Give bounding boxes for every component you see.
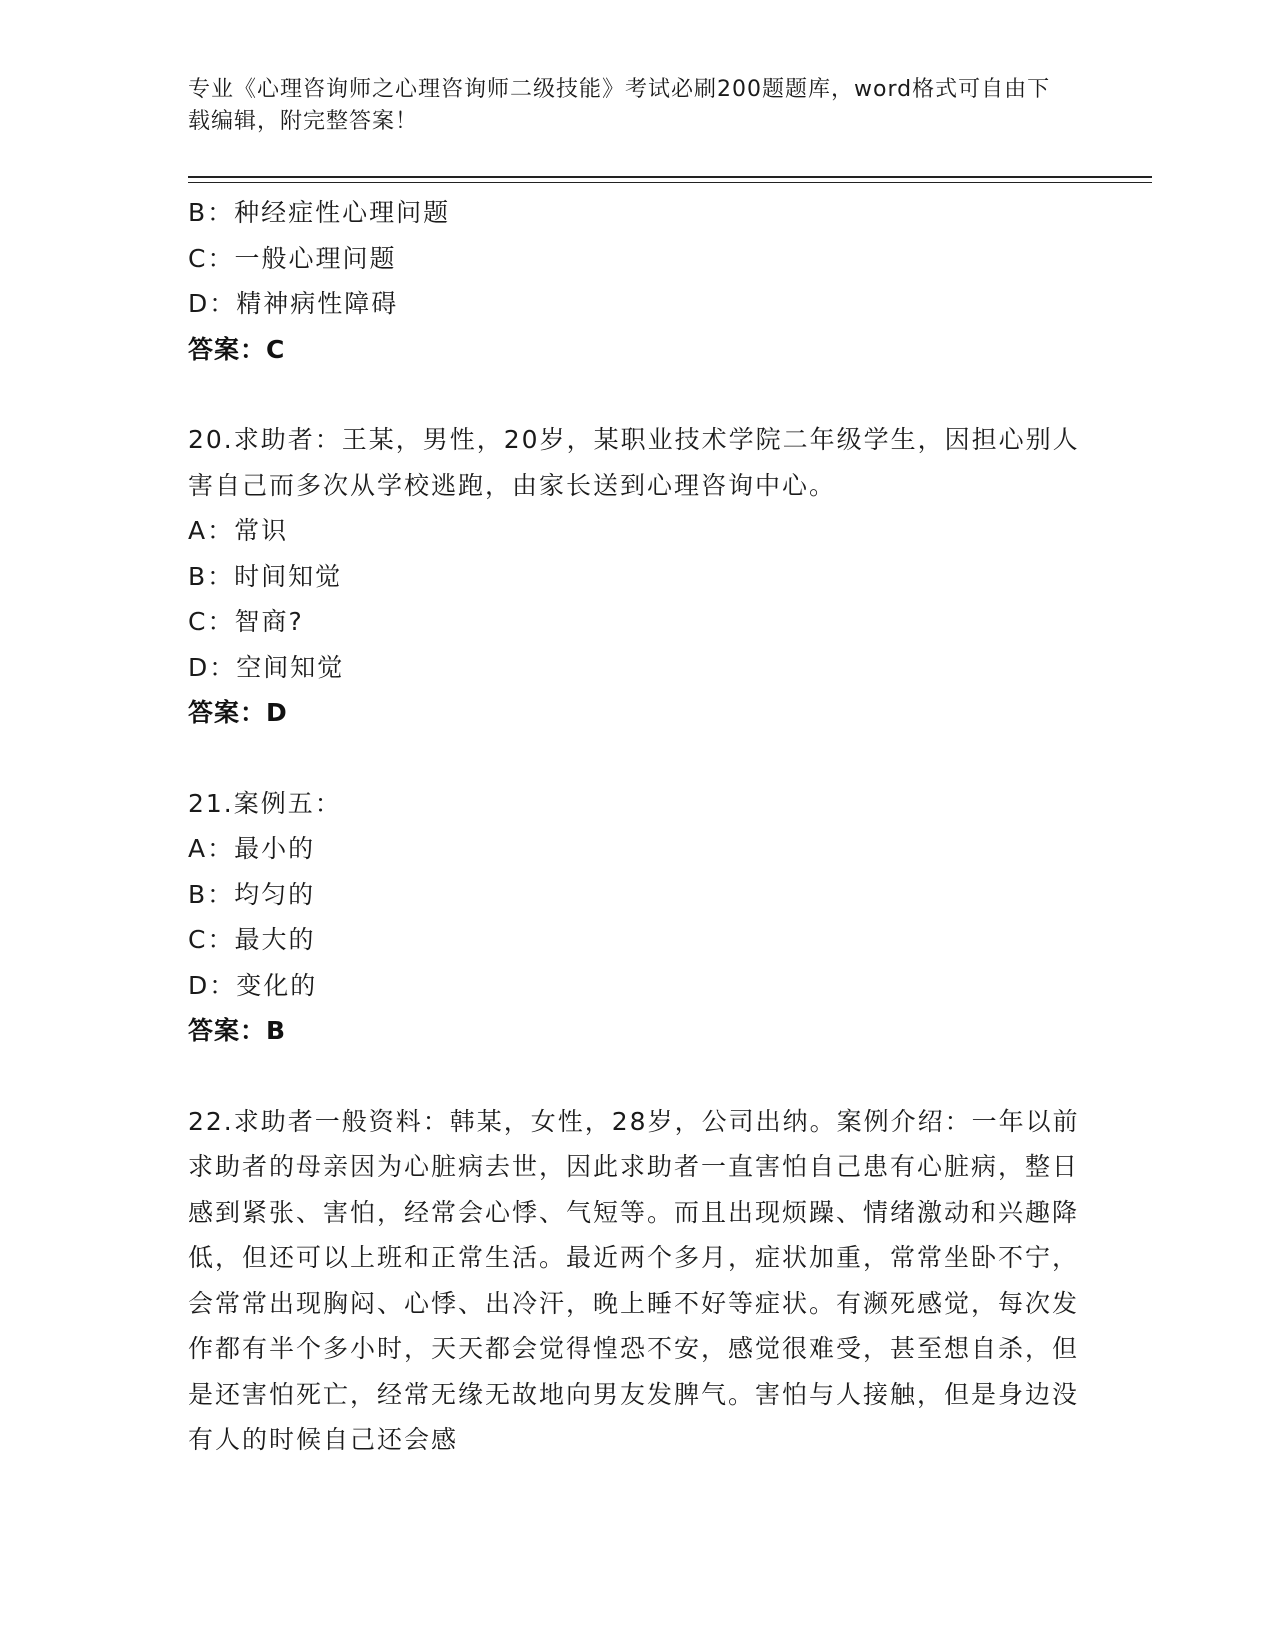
question-19 <box>188 190 1088 372</box>
spacer <box>188 372 1088 417</box>
question-22 <box>188 1099 1088 1463</box>
spacer <box>188 736 1088 781</box>
answer-label: 答案：C <box>188 334 286 364</box>
option-d: D：精神病性障碍 <box>188 289 399 318</box>
question-content <box>188 190 1088 1463</box>
option-c: C：一般心理问题 <box>188 243 397 273</box>
option-d: D：空间知觉 <box>188 652 345 682</box>
option-b: B：均匀的 <box>188 879 316 909</box>
option-d: D：变化的 <box>188 970 318 1000</box>
question-stem: 22.求助者一般资料：韩某，女性，28岁，公司出纳。案例介绍：一年以前求助者的母亲因为心脏病去世，因此求助者一直害怕自己患有心脏病，整日感到紧张、害怕，经常会心悸、气短等。而且出现烦躁、情绪激动和兴趣降低，但还可以上班和正常生活。最近两个多月，症状加重，常常坐卧不宁，会常常出现胸闷、心悸、出冷汗，晚上睡不好等症状。有濒死感觉，每次发作都有半个多小时，天天都会觉得惶恐不安，感觉很难受，甚至想自杀，但是还害怕死亡，经常无缘无故地向男友发脾气。害怕与人接触，但是身边没有人的时候自己还会感 <box>188 1106 1080 1454</box>
option-c: C：最大的 <box>188 925 316 954</box>
question-20 <box>188 417 1088 736</box>
question-stem: 21.案例五： <box>188 788 342 818</box>
document-header: 专业《心理咨询师之心理咨询师二级技能》考试必刷200题题库，word格式可自由下载编辑，附完整答案！ <box>188 77 1051 134</box>
spacer <box>188 1054 1088 1099</box>
header-rule-thin <box>188 182 1152 183</box>
option-c: C：智商? <box>188 607 304 636</box>
answer-label: 答案：B <box>188 1016 287 1045</box>
question-stem: 20.求助者：王某，男性，20岁，某职业技术学院二年级学生，因担心别人害自己而多次从学校逃跑，由家长送到心理咨询中心。 <box>188 425 1080 500</box>
option-a: A：最小的 <box>188 834 316 863</box>
question-21 <box>188 781 1088 1054</box>
option-b: B：时间知觉 <box>188 561 343 591</box>
answer-label: 答案：D <box>188 698 288 727</box>
header-rule-thick <box>188 176 1152 178</box>
option-a: A：常识 <box>188 516 289 545</box>
option-b: B：种经症性心理问题 <box>188 198 451 227</box>
